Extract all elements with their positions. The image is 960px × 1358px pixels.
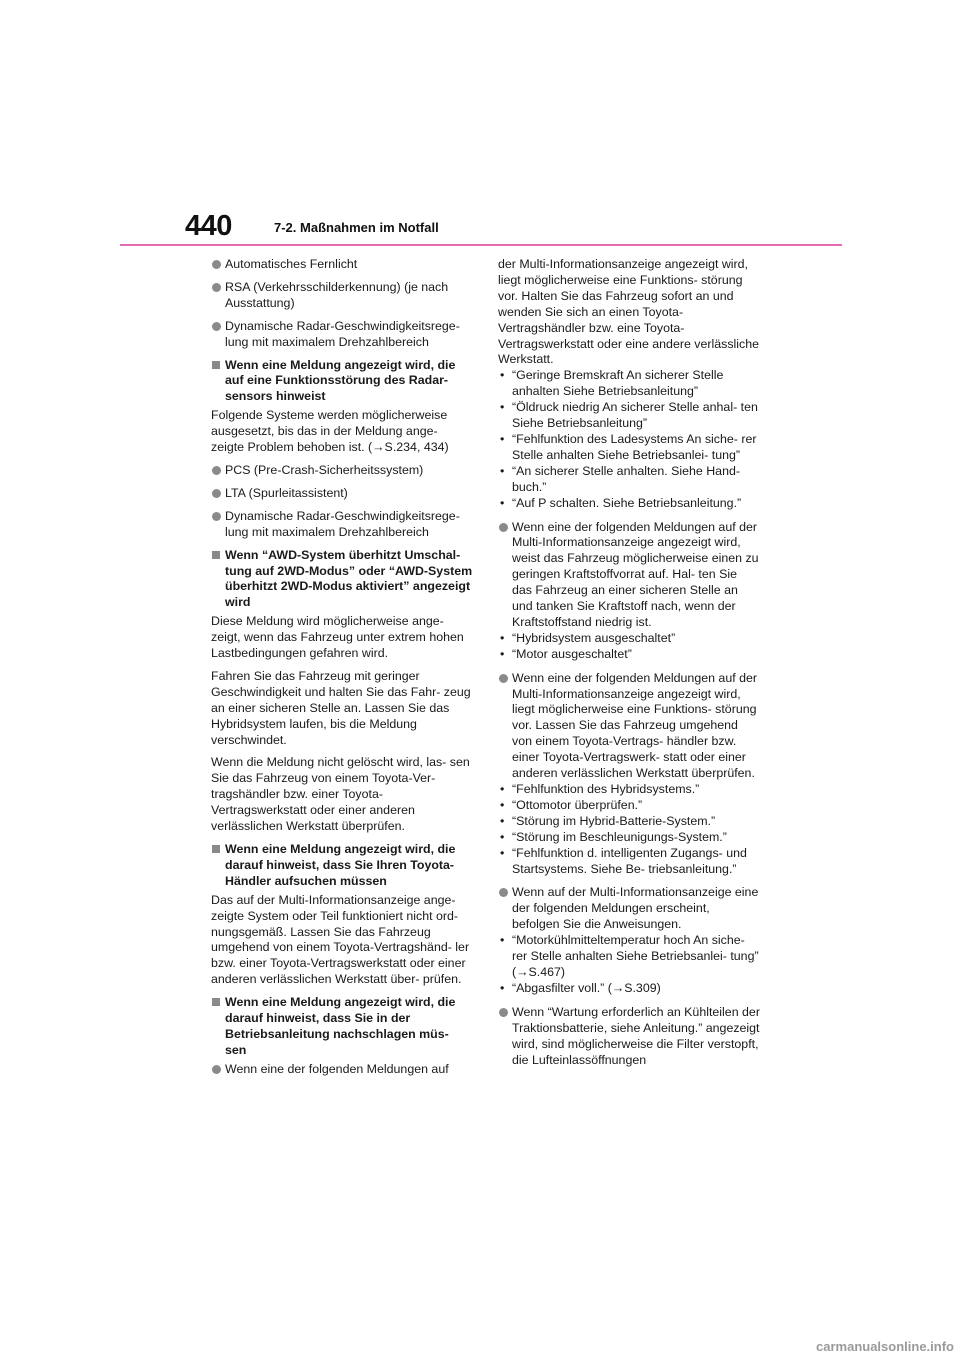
message-item: • “Ottomotor überprüfen.” (498, 798, 760, 814)
section-title: 7-2. Maßnahmen im Notfall (274, 220, 439, 235)
list-item: Automatisches Fernlicht (211, 257, 473, 273)
list-item: Wenn eine der folgenden Meldungen auf (211, 1062, 473, 1078)
section-heading: Wenn “AWD-System überhitzt Umschal- tung auf 2WD-Modus” oder “AWD-System überhitzt 2WD-Modus aktiviert” angezeigt wird (211, 548, 473, 612)
message-item: • “Fehlfunktion des Hybridsystems.” (498, 782, 760, 798)
message-item: • “Fehlfunktion d. intelligenten Zugangs- und Startsystems. Siehe Be- triebsanleitung.” (498, 846, 760, 878)
section-heading: Wenn eine Meldung angezeigt wird, die auf eine Funktionsstörung des Radar- sensors hinweist (211, 358, 473, 406)
section-heading: Wenn eine Meldung angezeigt wird, die darauf hinweist, dass Sie Ihren Toyota-Händler aufsuchen müssen (211, 842, 473, 890)
list-item: Dynamische Radar-Geschwindigkeitsrege- lung mit maximalem Drehzahlbereich (211, 319, 473, 351)
list-item: RSA (Verkehrsschilderkennung) (je nach Ausstattung) (211, 280, 473, 312)
message-item: • “Fehlfunktion des Ladesystems An siche- rer Stelle anhalten Siehe Betriebsanlei- tung” (498, 432, 760, 464)
watermark: carmanualsonline.info (816, 1339, 954, 1354)
message-item: • “Hybridsystem ausgeschaltet” (498, 631, 760, 647)
message-item: • “Öldruck niedrig An sicherer Stelle anhal- ten Siehe Betriebsanleitung” (498, 400, 760, 432)
message-item: • “Abgasfilter voll.” (→S.309) (498, 981, 760, 997)
left-column (211, 257, 473, 1085)
message-item: • “Motorkühlmitteltemperatur hoch An siche- rer Stelle anhalten Siehe Betriebsanlei- tung” (→S.467) (498, 933, 760, 981)
list-item: Wenn eine der folgenden Meldungen auf der Multi-Informationsanzeige angezeigt wird, liegt möglicherweise eine Funktions- störung vor. Lassen Sie das Fahrzeug umgehend von einem Toyota-Vertrags- händler bzw. einer Toyota-Vertragswerk- statt oder einer anderen verlässlichen Werkstatt überprüfen. (498, 671, 760, 782)
list-item: Wenn eine der folgenden Meldungen auf der Multi-Informationsanzeige angezeigt wird, weist das Fahrzeug möglicherweise einen zu geringen Kraftstoffvorrat auf. Hal- ten Sie das Fahrzeug an einer sicheren Stelle an und tanken Sie Kraftstoff nach, wenn der Kraftstoffstand niedrig ist. (498, 520, 760, 631)
list-item: Dynamische Radar-Geschwindigkeitsrege- lung mit maximalem Drehzahlbereich (211, 509, 473, 541)
list-item: Wenn auf der Multi-Informationsanzeige eine der folgenden Meldungen erscheint, befolgen Sie die Anweisungen. (498, 885, 760, 933)
list-item: PCS (Pre-Crash-Sicherheitssystem) (211, 463, 473, 479)
message-item: • “Störung im Hybrid-Batterie-System.” (498, 814, 760, 830)
paragraph: Folgende Systeme werden möglicherweise ausgesetzt, bis das in der Meldung ange- zeigte Problem behoben ist. (→S.234, 434) (211, 408, 449, 455)
paragraph: Diese Meldung wird möglicherweise ange- zeigt, wenn das Fahrzeug unter extrem hohen Lastbedingungen gefahren wird. (211, 614, 464, 661)
paragraph: Wenn die Meldung nicht gelöscht wird, las- sen Sie das Fahrzeug von einem Toyota-Ver- tragshändler bzw. einer Toyota-Vertragswerkstatt oder einer anderen verlässlichen Werkstatt überprüfen. (211, 755, 470, 834)
list-item: LTA (Spurleitassistent) (211, 486, 473, 502)
message-item: • “An sicherer Stelle anhalten. Siehe Hand- buch.” (498, 464, 760, 496)
page-number: 440 (185, 210, 232, 242)
message-item: • “Motor ausgeschaltet” (498, 647, 760, 663)
message-item: • “Auf P schalten. Siehe Betriebsanleitung.” (498, 496, 760, 512)
message-item: • “Störung im Beschleunigungs-System.” (498, 830, 760, 846)
paragraph: der Multi-Informationsanzeige angezeigt wird, liegt möglicherweise eine Funktions- störung vor. Halten Sie das Fahrzeug sofort an und wenden Sie sich an einen Toyota-Vertragshändler bzw. eine Toyota-Vertragswerkstatt oder eine andere verlässliche Werkstatt. (498, 257, 760, 367)
paragraph: Das auf der Multi-Informationsanzeige ange- zeigte System oder Teil funktioniert nicht ord- nungsgemäß. Lassen Sie das Fahrzeug umgehend von einem Toyota-Vertragshänd- ler bzw. einer Toyota-Vertragswerkstatt oder einer anderen verlässlichen Werkstatt über- prüfen. (211, 892, 470, 987)
message-item: • “Geringe Bremskraft An sicherer Stelle anhalten Siehe Betriebsanleitung” (498, 368, 760, 400)
paragraph: Fahren Sie das Fahrzeug mit geringer Geschwindigkeit und halten Sie das Fahr- zeug an einer sicheren Stelle an. Lassen Sie das Hybridsystem laufen, bis die Meldung verschwindet. (211, 668, 471, 747)
right-column (498, 257, 760, 1075)
header-rule (120, 244, 842, 246)
list-item: Wenn “Wartung erforderlich an Kühlteilen der Traktionsbatterie, siehe Anleitung.” angezeigt wird, sind möglicherweise die Filter verstopft, die Lufteinlassöffnungen (498, 1005, 760, 1069)
section-heading: Wenn eine Meldung angezeigt wird, die darauf hinweist, dass Sie in der Betriebsanleitung nachschlagen müs- sen (211, 995, 473, 1059)
